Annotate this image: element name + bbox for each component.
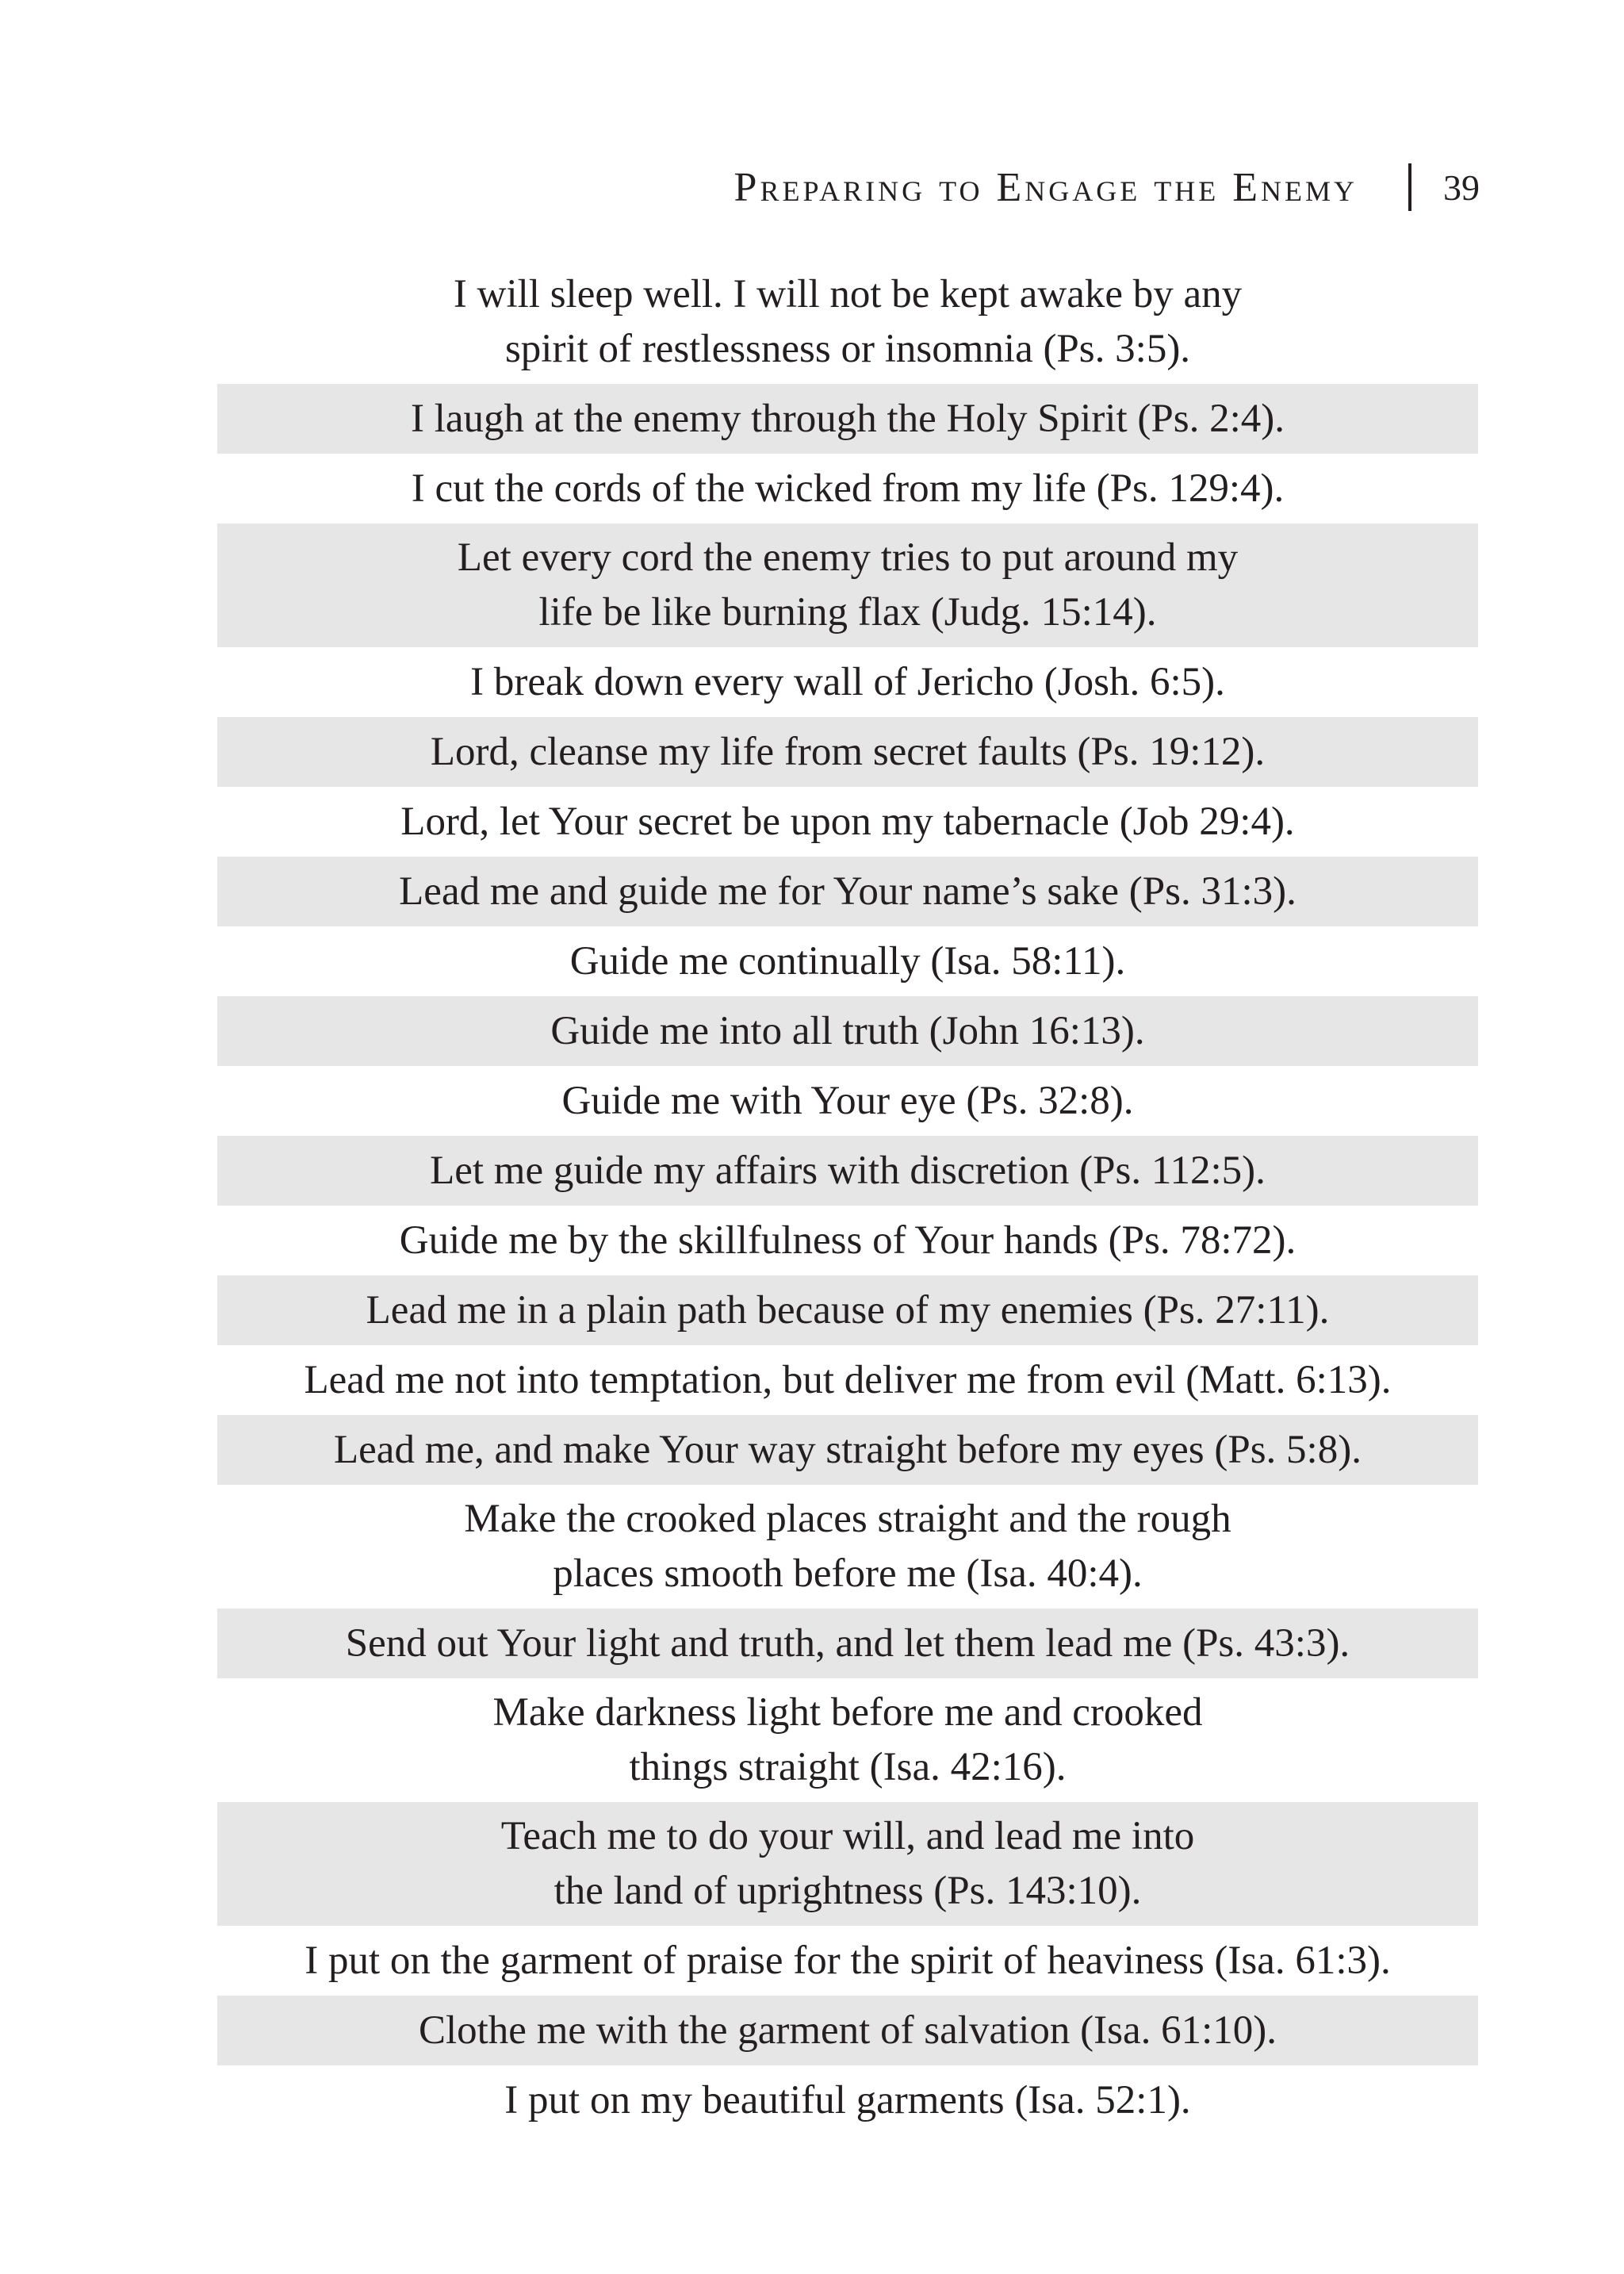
prayer-row: [217, 857, 1478, 926]
prayer-line: I put on my beautiful garments (Isa. 52:1).: [504, 2077, 1191, 2123]
prayer-row: [217, 1609, 1478, 1678]
prayer-line: Guide me by the skillfulness of Your hands (Ps. 78:72).: [399, 1218, 1297, 1263]
prayer-row: [217, 1802, 1478, 1926]
prayer-line: Send out Your light and truth, and let them lead me (Ps. 43:3).: [345, 1620, 1350, 1666]
prayer-line: I put on the garment of praise for the spirit of heaviness (Isa. 61:3).: [304, 1938, 1391, 1983]
prayer-line: the land of uprightness (Ps. 143:10).: [553, 1869, 1142, 1913]
prayer-line: I cut the cords of the wicked from my life (Ps. 129:4).: [411, 466, 1285, 511]
prayer-row: [217, 1926, 1478, 1996]
prayer-row: [217, 1345, 1478, 1415]
prayer-line: spirit of restlessness or insomnia (Ps. 3:5).: [504, 327, 1191, 371]
prayer-row: [217, 2065, 1478, 2135]
prayer-line: Let me guide my affairs with discretion (Ps. 112:5).: [430, 1148, 1266, 1193]
running-head-title: Preparing to Engage the Enemy: [733, 164, 1358, 210]
prayer-line: Lead me in a plain path because of my enemies (Ps. 27:11).: [366, 1287, 1330, 1333]
prayer-line: Guide me into all truth (John 16:13).: [550, 1008, 1145, 1053]
prayer-line: Clothe me with the garment of salvation (Isa. 61:10).: [418, 2007, 1277, 2053]
page-number: 39: [1443, 167, 1480, 208]
prayer-line: Make the crooked places straight and the rough: [464, 1497, 1231, 1541]
prayer-line: Teach me to do your will, and lead me into: [500, 1814, 1195, 1858]
prayer-row: [217, 1275, 1478, 1345]
prayer-line: Lord, cleanse my life from secret faults (Ps. 19:12).: [430, 729, 1266, 774]
prayer-row: [217, 1415, 1478, 1485]
prayer-row: [217, 523, 1478, 647]
prayer-line: Guide me with Your eye (Ps. 32:8).: [561, 1078, 1134, 1123]
prayer-row: [217, 1066, 1478, 1136]
prayer-line: Lead me not into temptation, but deliver me from evil (Matt. 6:13).: [304, 1357, 1392, 1402]
prayer-row: [217, 647, 1478, 717]
prayer-row: [217, 454, 1478, 523]
prayer-row: [217, 1136, 1478, 1206]
prayer-row: [217, 384, 1478, 454]
prayer-row: [217, 926, 1478, 996]
prayer-row: [217, 1678, 1478, 1802]
prayer-row: [217, 996, 1478, 1066]
prayer-row: [217, 1996, 1478, 2065]
prayer-line: I will sleep well. I will not be kept awake by any: [453, 272, 1243, 316]
prayer-line: Lead me, and make Your way straight before my eyes (Ps. 5:8).: [334, 1427, 1362, 1472]
prayer-line: Lord, let Your secret be upon my tabernacle (Job 29:4).: [400, 799, 1295, 844]
prayer-line: things straight (Isa. 42:16).: [629, 1745, 1067, 1789]
prayer-row: [217, 260, 1478, 384]
prayer-line: Lead me and guide me for Your name’s sake (Ps. 31:3).: [399, 869, 1297, 914]
prayer-row: [217, 717, 1478, 787]
running-head: [734, 155, 1480, 219]
running-head-divider: [1408, 163, 1411, 211]
prayer-row: [217, 1485, 1478, 1609]
prayer-row: [217, 787, 1478, 857]
prayer-list: [217, 260, 1478, 2135]
prayer-line: Guide me continually (Isa. 58:11).: [569, 938, 1126, 984]
prayer-line: I break down every wall of Jericho (Josh. 6:5).: [470, 659, 1225, 704]
prayer-line: Let every cord the enemy tries to put around my: [457, 535, 1239, 580]
prayer-row: [217, 1206, 1478, 1275]
prayer-line: life be like burning flax (Judg. 15:14).: [538, 590, 1157, 635]
prayer-line: I laugh at the enemy through the Holy Spirit (Ps. 2:4).: [410, 396, 1285, 441]
prayer-line: places smooth before me (Isa. 40:4).: [553, 1551, 1143, 1596]
prayer-line: Make darkness light before me and crooked: [492, 1690, 1203, 1735]
